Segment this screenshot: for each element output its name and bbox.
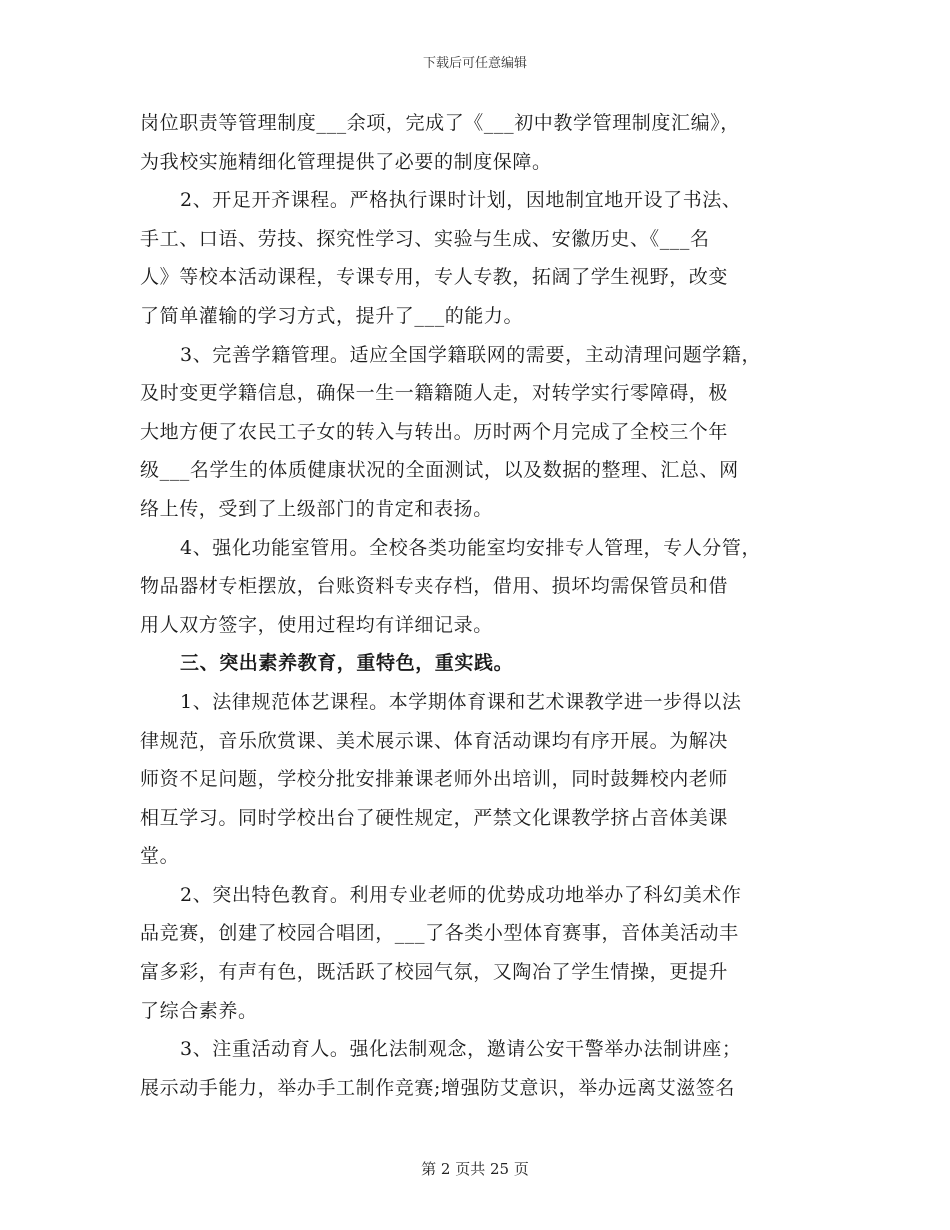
text-line: 2、突出特色教育。利用专业老师的优势成功地举办了科幻美术作 [180,883,742,906]
text-line: 人》等校本活动课程，专课专用，专人专教，拓阔了学生视野，改变 [140,266,729,289]
text-line: 手工、口语、劳技、探究性学习、实验与生成、安徽历史、《___名 [140,227,710,250]
text-line: 3、完善学籍管理。适应全国学籍联网的需要，主动清理问题学籍， [180,343,762,366]
text-line: 相互学习。同时学校出台了硬性规定，严禁文化课教学挤占音体美课 [140,806,729,829]
text-line: 络上传，受到了上级部门的肯定和表扬。 [140,497,493,520]
text-line: 了简单灌输的学习方式，提升了___的能力。 [140,304,524,327]
text-line: 级___名学生的体质健康状况的全面测试，以及数据的整理、汇总、网 [140,459,739,482]
text-line: 了综合素养。 [140,999,258,1022]
text-line: 用人双方签字，使用过程均有详细记录。 [140,613,493,636]
text-line: 律规范，音乐欣赏课、美术展示课、体育活动课均有序开展。为解决 [140,729,729,752]
text-line: 堂。 [140,845,180,868]
text-line: 展示动手能力，举办手工制作竞赛;增强防艾意识，举办远离艾滋签名 [140,1076,736,1099]
text-line: 为我校实施精细化管理提供了必要的制度保障。 [140,150,552,173]
page-footer: 第 2 页共 25 页 [421,1160,529,1178]
text-line: 2、开足开齐课程。严格执行课时计划，因地制宜地开设了书法、 [180,189,742,212]
text-line: 及时变更学籍信息，确保一生一籍籍随人走，对转学实行零障碍，极 [140,382,729,405]
text-line: 1、法律规范体艺课程。本学期体育课和艺术课教学进一步得以法 [180,690,742,713]
text-line: 岗位职责等管理制度___余项，完成了《___初中教学管理制度汇编》， [140,112,740,134]
text-line: 品竞赛，创建了校园合唱团，___了各类小型体育赛事，音体美活动丰 [140,922,739,945]
document-body [140,104,820,1107]
section-heading: 三、突出素养教育，重特色，重实践。 [180,652,514,675]
text-line: 富多彩，有声有色，既活跃了校园气氛，又陶冶了学生情操，更提升 [140,961,729,984]
page-header: 下载后可任意编辑 [422,56,527,71]
text-line: 大地方便了农民工子女的转入与转出。历时两个月完成了全校三个年 [140,420,729,443]
text-line: 师资不足问题，学校分批安排兼课老师外出培训，同时鼓舞校内老师 [140,768,729,791]
text-line: 3、注重活动育人。强化法制观念，邀请公安干警举办法制讲座； [180,1038,742,1061]
text-line: 物品器材专柜摆放，台账资料专夹存档，借用、损坏均需保管员和借 [140,575,729,598]
text-line: 4、强化功能室管用。全校各类功能室均安排专人管理，专人分管， [180,536,762,559]
